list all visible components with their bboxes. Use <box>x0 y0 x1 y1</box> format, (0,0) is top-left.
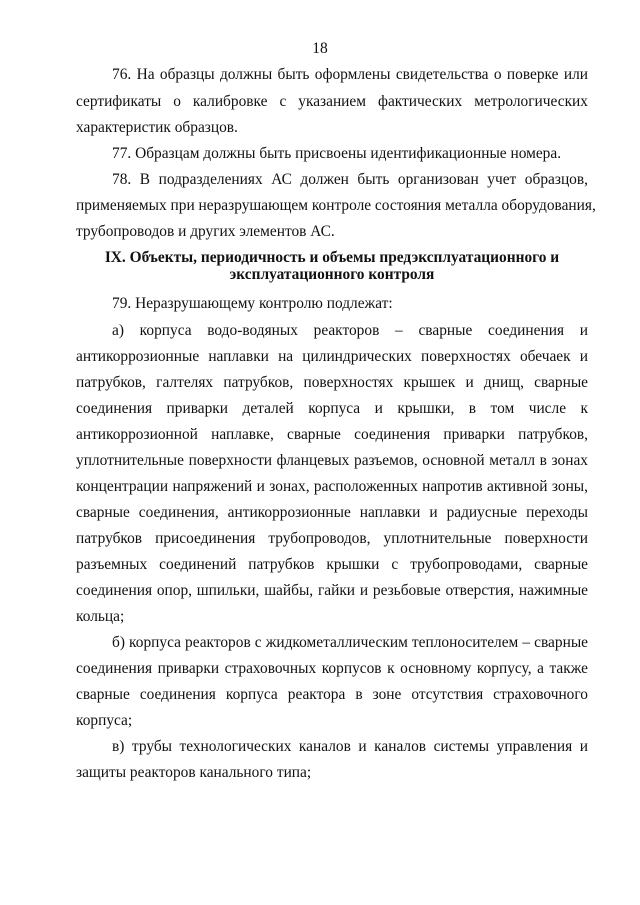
item-a-line-3: патрубков, галтелях патрубков, поверхностях крышек и днищ, сварные <box>76 374 588 391</box>
item-a-line-1: а) корпуса водо-водяных реакторов – сварные соединения и <box>112 322 588 339</box>
paragraph-77-line-1: 77. Образцам должны быть присвоены идентификационные номера. <box>112 145 562 162</box>
paragraph-79-line-1: 79. Неразрушающему контролю подлежат: <box>112 295 393 312</box>
item-a-line-2: антикоррозионные наплавки на цилиндрических поверхностях обечаек и <box>76 348 588 365</box>
item-b-line-3: сварные соединения корпуса реактора в зоне отсутствия страховочного <box>76 686 588 703</box>
item-a-line-4: соединения приварки деталей корпуса и крышки, в том числе к <box>76 400 588 417</box>
item-a-line-6: уплотнительные поверхности фланцевых разъемов, основной металл в зонах <box>76 452 588 469</box>
paragraph-78-line-2: применяемых при неразрушающем контроле состояния металла оборудования, <box>76 197 596 214</box>
item-c-line-1: в) трубы технологических каналов и каналов системы управления и <box>112 738 588 755</box>
item-c-line-2: защиты реакторов канального типа; <box>76 764 312 781</box>
paragraph-76-line-3: характеристик образцов. <box>76 119 238 136</box>
section-heading-line-2: эксплуатационного контроля <box>229 266 435 283</box>
item-a-line-9: патрубков присоединения трубопроводов, уплотнительные поверхности <box>76 530 588 547</box>
item-b-line-2: соединения приварки страховочных корпусов к основному корпусу, а также <box>76 660 588 677</box>
page-number: 18 <box>312 40 328 57</box>
item-a-line-7: концентрации напряжений и зонах, расположенных напротив активной зоны, <box>76 478 588 495</box>
paragraph-78-line-3: трубопроводов и других элементов АС. <box>76 223 335 240</box>
item-a-line-8: сварные соединения, антикоррозионные наплавки и радиусные переходы <box>76 504 588 521</box>
paragraph-76-line-1: 76. На образцы должны быть оформлены свидетельства о поверке или <box>112 66 588 83</box>
paragraph-78-line-1: 78. В подразделениях АС должен быть организован учет образцов, <box>112 171 588 188</box>
item-b-line-4: корпуса; <box>76 712 133 729</box>
item-a-line-11: соединения опор, шпильки, шайбы, гайки и резьбовые отверстия, нажимные <box>76 582 588 599</box>
item-a-line-12: кольца; <box>76 608 125 625</box>
item-b-line-1: б) корпуса реакторов с жидкометаллическим теплоносителем – сварные <box>112 634 588 651</box>
paragraph-76-line-2: сертификаты о калибровке с указанием фактических метрологических <box>76 93 588 110</box>
item-a-line-5: антикоррозионной наплавке, сварные соединения приварки патрубков, <box>76 426 588 443</box>
section-heading-line-1: IX. Объекты, периодичность и объемы предэксплуатационного и <box>104 249 560 266</box>
item-a-line-10: разъемных соединений патрубков крышки с трубопроводами, сварные <box>76 556 588 573</box>
